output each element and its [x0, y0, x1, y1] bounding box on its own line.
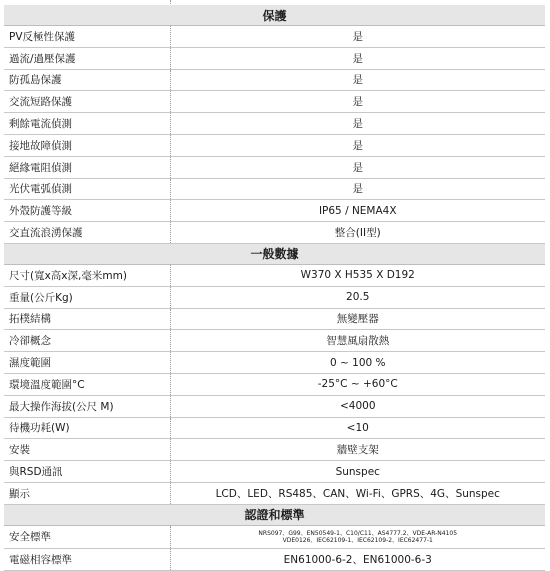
spec-value: [170, 525, 545, 548]
spec-row: [4, 91, 545, 113]
spec-label: 濕度範圍: [4, 352, 170, 374]
spec-label: PV反極性保護: [4, 26, 170, 48]
section-title: 一般數據: [4, 243, 545, 264]
spec-label: 顯示: [4, 482, 170, 504]
spec-row: [4, 69, 545, 91]
spec-label: 待機功耗(W): [4, 417, 170, 439]
spec-row: [4, 113, 545, 135]
spec-row: [4, 47, 545, 69]
spec-row: [4, 286, 545, 308]
spec-value: Sunspec: [170, 461, 545, 483]
spec-row: [4, 200, 545, 222]
spec-value: 是: [170, 178, 545, 200]
spec-row: [4, 525, 545, 548]
spec-value: <4000: [170, 395, 545, 417]
spec-value: 是: [170, 113, 545, 135]
spec-label: 接地故障偵測: [4, 134, 170, 156]
spec-row: [4, 417, 545, 439]
spec-row: [4, 548, 545, 570]
spec-value: 是: [170, 156, 545, 178]
spec-value: 20.5: [170, 286, 545, 308]
spec-value-line: NRS097、G99、EN50549-1、C10/C11、AS4777.2、VDE-AR-N4105: [258, 529, 458, 537]
spec-label: 尺寸(寬x高x深,毫米mm): [4, 264, 170, 286]
section-title: 認證和標準: [4, 504, 545, 525]
spec-row: [4, 330, 545, 352]
section-header: [4, 243, 545, 264]
spec-value: -25°C ~ +60°C: [170, 373, 545, 395]
spec-table: [4, 5, 545, 571]
section-title: 保護: [4, 5, 545, 26]
spec-row: [4, 156, 545, 178]
spec-value: <10: [170, 417, 545, 439]
spec-value: 是: [170, 69, 545, 91]
spec-label: 與RSD通訊: [4, 461, 170, 483]
spec-row: [4, 395, 545, 417]
spec-label: 重量(公斤Kg): [4, 286, 170, 308]
spec-value: 是: [170, 47, 545, 69]
spec-value: LCD、LED、RS485、CAN、Wi-Fi、GPRS、4G、Sunspec: [170, 482, 545, 504]
spec-label: 安全標準: [4, 525, 170, 548]
spec-row: [4, 178, 545, 200]
spec-value: IP65 / NEMA4X: [170, 200, 545, 222]
spec-row: [4, 308, 545, 330]
spec-label: 交直流浪湧保護: [4, 222, 170, 244]
spec-label: 絕緣電阻偵測: [4, 156, 170, 178]
spec-row: [4, 222, 545, 244]
spec-value-line: VDE0126、IEC62109-1、IEC62109-2、IEC62477-1: [282, 536, 433, 544]
spec-label: 電磁相容標準: [4, 548, 170, 570]
section-header: [4, 5, 545, 26]
spec-label: 外殼防護等級: [4, 200, 170, 222]
spec-value: 是: [170, 91, 545, 113]
spec-value: 整合(II型): [170, 222, 545, 244]
spec-label: 交流短路保護: [4, 91, 170, 113]
spec-value: W370 X H535 X D192: [170, 264, 545, 286]
spec-row: [4, 134, 545, 156]
spec-label: 安裝: [4, 439, 170, 461]
spec-value: EN61000-6-2、EN61000-6-3: [170, 548, 545, 570]
spec-row: [4, 352, 545, 374]
section-header: [4, 504, 545, 525]
spec-row: [4, 482, 545, 504]
spec-label: 光伏電弧偵測: [4, 178, 170, 200]
spec-label: 拓樸結構: [4, 308, 170, 330]
spec-value: 牆壁支架: [170, 439, 545, 461]
spec-value: 智慧風扇散熱: [170, 330, 545, 352]
spec-row: [4, 373, 545, 395]
spec-value: 是: [170, 134, 545, 156]
spec-row: [4, 26, 545, 48]
spec-value: 0 ~ 100 %: [170, 352, 545, 374]
spec-value: 無變壓器: [170, 308, 545, 330]
spec-label: 冷卻概念: [4, 330, 170, 352]
spec-label: 過流/過壓保護: [4, 47, 170, 69]
spec-label: 環境溫度範圍°C: [4, 373, 170, 395]
spec-value: 是: [170, 26, 545, 48]
spec-row: [4, 439, 545, 461]
spec-label: 最大操作海拔(公尺 M): [4, 395, 170, 417]
spec-label: 剩餘電流偵測: [4, 113, 170, 135]
spec-row: [4, 264, 545, 286]
spec-label: 防孤島保護: [4, 69, 170, 91]
spec-row: [4, 461, 545, 483]
